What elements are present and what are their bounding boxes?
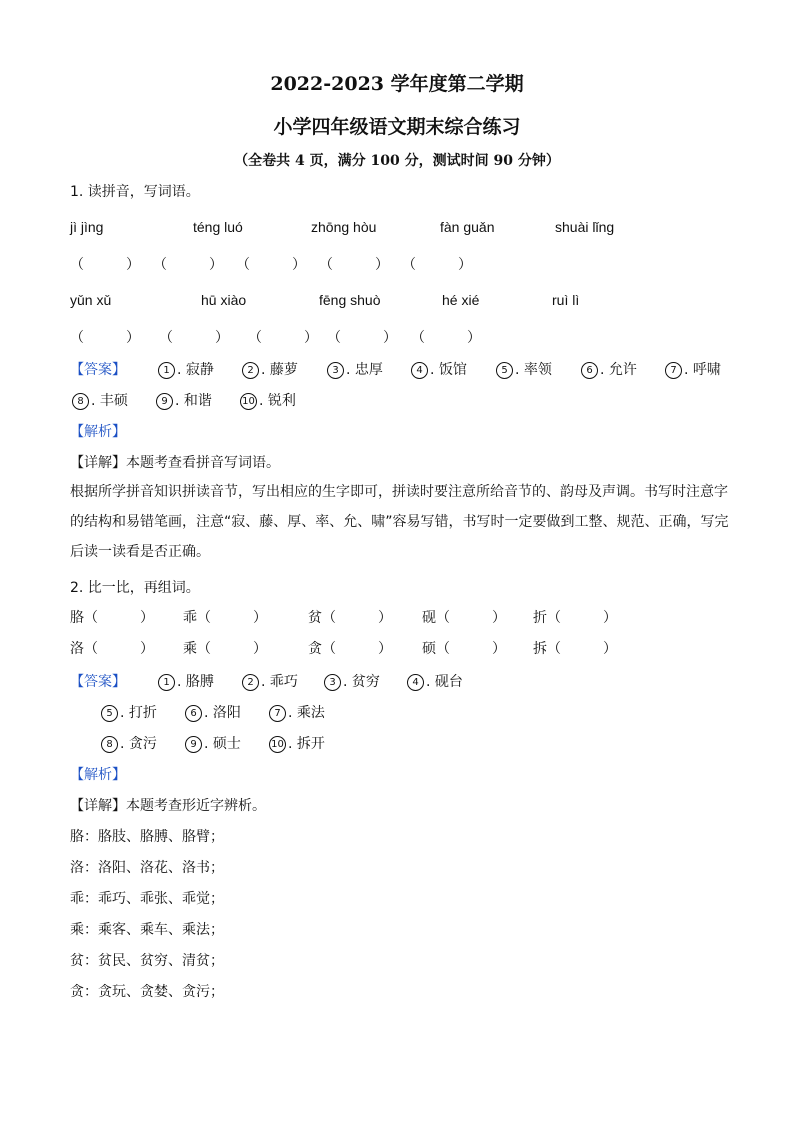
explanation-paragraph: 根据所学拼音知识拼读音节，写出相应的生字即可，拼读时要注意所给音节的、韵母及声调。书写时注意字的结构和易错笔画，注意“寂、藤、厚、率、允、啸”容易写错，书写时一定要做到工整、规范、正确，写完后读一读看是否正确。 [70,484,729,560]
answer-item: 9 . 硕士 [185,733,241,753]
q2-char-pair: 硕（ ） [422,641,506,657]
answer-item: 2 . 藤萝 [242,359,298,379]
word-list-line: 贫：贫民、贫穷、清贫； [70,953,224,969]
q1-pinyin: ruì lì [552,292,580,308]
answer-item: 4 . 饭馆 [411,359,467,379]
q1-blank[interactable]: （ ） [153,257,223,273]
q1-pinyin: téng luó [193,219,243,235]
answer-item: 10 . 锐利 [240,390,296,410]
answer-item: 10 . 拆开 [269,733,325,753]
q1-blank[interactable]: （ ） [411,330,481,346]
answer-item: 8 . 丰硕 [72,390,128,410]
q1-blank[interactable]: （ ） [159,330,229,346]
q1-pinyin: zhōng hòu [311,219,377,235]
q1-pinyin: hū xiào [201,292,247,308]
q2-prompt: 2. 比一比，再组词。 [70,580,200,596]
word-list-line: 乘：乘客、乘车、乘法； [70,922,224,938]
q1-blank[interactable]: （ ） [402,257,472,273]
answer-item: 3 . 忠厚 [327,359,383,379]
q2-char-pair: 贪（ ） [308,641,392,657]
detail-line: 【详解】本题考查形近字辨析。 [70,798,266,814]
analysis-tag: 【解析】 [70,767,126,783]
q1-blank[interactable]: （ ） [236,257,306,273]
word-list-line: 胳：胳肢、胳膊、胳臂； [70,829,224,845]
q1-blank[interactable]: （ ） [248,330,318,346]
answer-item: 3 . 贫穷 [324,671,380,691]
q2-char-pair: 胳（ ） [70,610,154,626]
word-list-line: 乖：乖巧、乖张、乖觉； [70,891,224,907]
q1-pinyin: shuài lǐng [555,219,615,235]
q2-char-pair: 拆（ ） [533,641,617,657]
q1-blank[interactable]: （ ） [327,330,397,346]
exam-title: 小学四年级语文期末综合练习 [273,116,521,138]
q2-char-pair: 乘（ ） [183,641,267,657]
exam-year-title: 2022-2023 学年度第二学期 [270,73,524,95]
answer-tag: 【答案】 [70,674,126,690]
answer-item: 9 . 和谐 [156,390,212,410]
q1-pinyin: fēng shuò [319,292,381,308]
answer-item: 1 . 胳膊 [158,671,214,691]
q2-char-pair: 折（ ） [533,610,617,626]
q1-pinyin: hé xié [442,292,480,308]
answer-item: 1 . 寂静 [158,359,214,379]
detail-line: 【详解】本题考查看拼音写词语。 [70,455,280,471]
q2-char-pair: 乖（ ） [183,610,267,626]
exam-subtitle: （全卷共 4 页，满分 100 分，测试时间 90 分钟） [234,153,560,169]
q1-blank[interactable]: （ ） [70,257,140,273]
answer-item: 6 . 允许 [581,359,637,379]
answer-item: 7 . 呼啸 [665,359,721,379]
q2-char-pair: 洛（ ） [70,641,154,657]
word-list-line: 贪：贪玩、贪婪、贪污； [70,984,224,1000]
answer-item: 6 . 洛阳 [185,702,241,722]
q1-blank[interactable]: （ ） [70,330,140,346]
answer-tag: 【答案】 [70,362,126,378]
q2-char-pair: 砚（ ） [422,610,506,626]
word-list-line: 洛：洛阳、洛花、洛书； [70,860,224,876]
q2-char-pair: 贫（ ） [308,610,392,626]
q1-prompt: 1. 读拼音，写词语。 [70,184,200,200]
answer-item: 4 . 砚台 [407,671,463,691]
q1-pinyin: fàn guǎn [440,219,495,235]
answer-item: 5 . 率领 [496,359,552,379]
answer-item: 2 . 乖巧 [242,671,298,691]
answer-item: 7 . 乘法 [269,702,325,722]
q1-pinyin: yǔn xǔ [70,292,112,308]
analysis-tag: 【解析】 [70,424,126,440]
answer-item: 8 . 贪污 [101,733,157,753]
q1-pinyin: jì jìng [70,219,104,235]
answer-item: 5 . 打折 [101,702,157,722]
q1-blank[interactable]: （ ） [319,257,389,273]
